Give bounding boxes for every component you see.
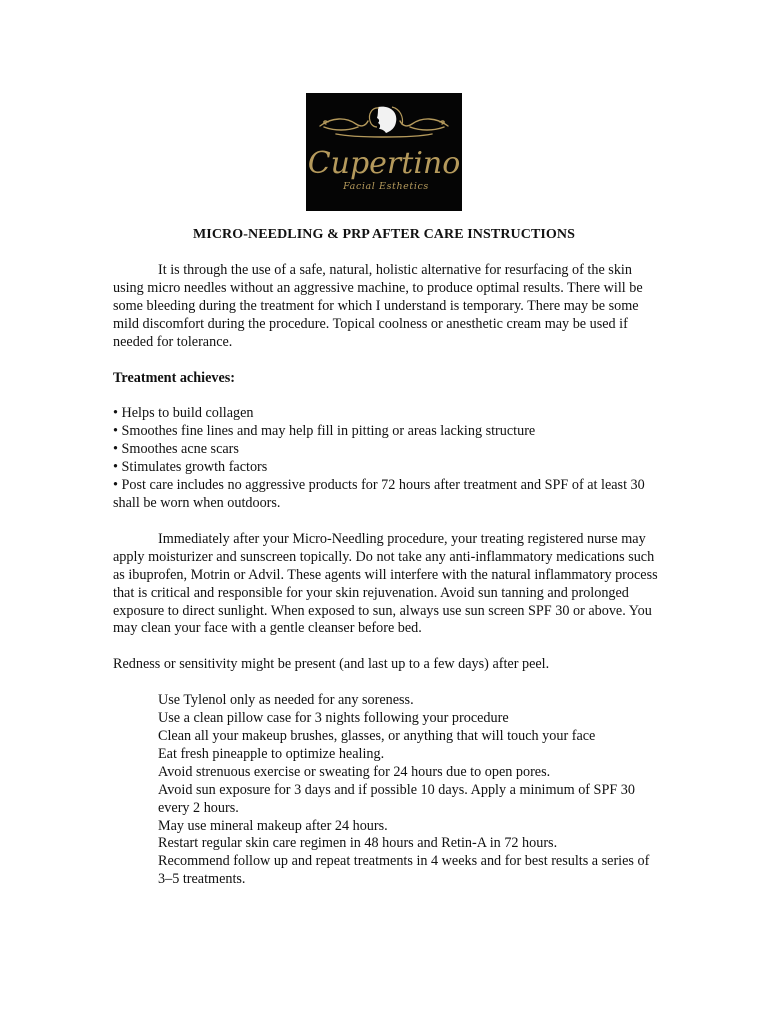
- spacer: [113, 513, 661, 531]
- instruction-item: Eat fresh pineapple to optimize healing.: [158, 745, 385, 762]
- logo-graphic: [306, 93, 462, 211]
- treatment-list: [113, 405, 661, 512]
- spacer: [113, 352, 661, 370]
- intro-paragraph: It is through the use of a safe, natural, holistic alternative for resurfacing of the skin using micro needles without an aggressive machine, to produce optimal results. There will be some bleeding during the treatment for which I understand is temporary. There may be some mild discomfort during the procedure. Topical coolness or anesthetic cream may be used if needed for tolerance.: [113, 262, 643, 350]
- instruction-list: [113, 692, 661, 889]
- treatment-item: • Smoothes acne scars: [113, 441, 239, 458]
- aftercare-paragraph: Immediately after your Micro-Needling procedure, your treating registered nurse may apply moisturizer and sunscreen topically. Do not take any anti-inflammatory medications such as ibuprofen, Motrin or Advil. These agents will interfere with the natural inflammatory process that is critical and responsible for your skin rejuvenation. Avoid sun tanning and prolonged exposure to direct sunlight. When exposed to sun, always use sun screen SPF 30 or above. You may clean your face with a gentle cleanser before bed.: [113, 530, 658, 637]
- instruction-item: Recommend follow up and repeat treatments in 4 weeks and for best results a series of 3–5 treatments.: [158, 853, 650, 888]
- cupertino-logo: [306, 93, 462, 211]
- treatment-item: • Smoothes fine lines and may help fill in pitting or areas lacking structure: [113, 423, 536, 440]
- logo-script: Cupertino: [307, 146, 461, 181]
- instruction-item: Use Tylenol only as needed for any soreness.: [158, 692, 414, 709]
- woman-profile-icon: [369, 107, 402, 133]
- instruction-item: Clean all your makeup brushes, glasses, or anything that will touch your face: [158, 728, 596, 745]
- spacer: [113, 638, 661, 656]
- treatment-item: • Stimulates growth factors: [113, 459, 268, 476]
- instruction-item: Restart regular skin care regimen in 48 hours and Retin-A in 72 hours.: [158, 835, 558, 852]
- instruction-item: May use mineral makeup after 24 hours.: [158, 817, 388, 834]
- logo-subtitle: Facial Esthetics: [343, 181, 429, 192]
- page-title: MICRO-NEEDLING & PRP AFTER CARE INSTRUCTIONS: [192, 227, 576, 242]
- instruction-item: Avoid strenuous exercise or sweating for 24 hours due to open pores.: [158, 763, 551, 780]
- treatment-item: • Helps to build collagen: [113, 405, 254, 422]
- spacer: [113, 674, 661, 692]
- instruction-item: Avoid sun exposure for 3 days and if possible 10 days. Apply a minimum of SPF 30 every 2 hours.: [158, 781, 635, 816]
- treatment-item: • Post care includes no aggressive products for 72 hours after treatment and SPF of at least 30 shall be worn when outdoors.: [113, 477, 645, 511]
- treatment-heading: Treatment achieves:: [113, 369, 235, 386]
- instruction-item: Use a clean pillow case for 3 nights following your procedure: [158, 710, 509, 727]
- redness-note: Redness or sensitivity might be present (and last up to a few days) after peel.: [113, 656, 550, 673]
- spacer: [113, 387, 661, 405]
- document-body: [113, 262, 661, 889]
